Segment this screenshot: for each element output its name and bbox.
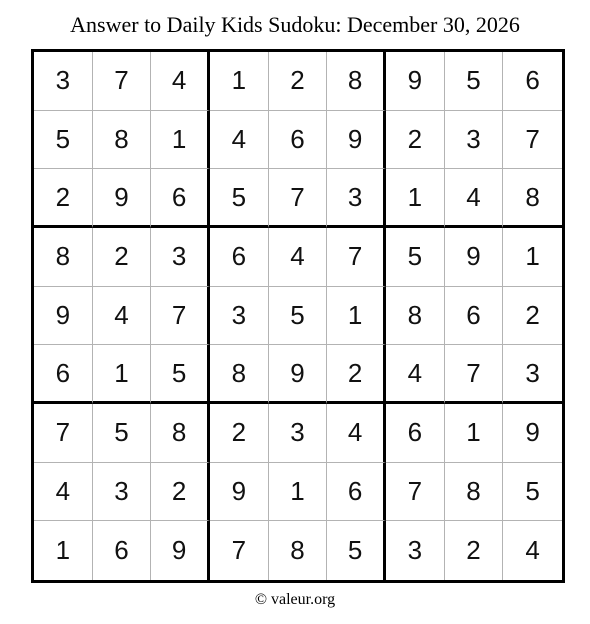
sudoku-cell-r7-c1: 7 (34, 404, 93, 463)
sudoku-cell-r4-c3: 3 (151, 228, 210, 287)
sudoku-cell-r5-c9: 2 (503, 287, 562, 346)
sudoku-cell-r2-c1: 5 (34, 111, 93, 170)
sudoku-cell-r3-c7: 1 (386, 169, 445, 228)
sudoku-cell-r2-c3: 1 (151, 111, 210, 170)
sudoku-cell-r3-c2: 9 (93, 169, 152, 228)
sudoku-cell-r4-c6: 7 (327, 228, 386, 287)
sudoku-cell-r5-c6: 1 (327, 287, 386, 346)
sudoku-cell-r4-c1: 8 (34, 228, 93, 287)
sudoku-cell-r1-c3: 4 (151, 52, 210, 111)
sudoku-cell-r7-c5: 3 (269, 404, 328, 463)
sudoku-cell-r1-c7: 9 (386, 52, 445, 111)
sudoku-cell-r3-c5: 7 (269, 169, 328, 228)
sudoku-cell-r1-c5: 2 (269, 52, 328, 111)
sudoku-cell-r8-c6: 6 (327, 463, 386, 522)
sudoku-cell-r9-c5: 8 (269, 521, 328, 580)
sudoku-cell-r9-c3: 9 (151, 521, 210, 580)
sudoku-cell-r6-c5: 9 (269, 345, 328, 404)
sudoku-cell-r2-c2: 8 (93, 111, 152, 170)
sudoku-cell-r6-c7: 4 (386, 345, 445, 404)
copyright-footer: © valeur.org (254, 591, 336, 608)
sudoku-cell-r5-c2: 4 (93, 287, 152, 346)
sudoku-cell-r1-c9: 6 (503, 52, 562, 111)
sudoku-cell-r7-c6: 4 (327, 404, 386, 463)
sudoku-cell-r3-c4: 5 (210, 169, 269, 228)
sudoku-cell-r2-c8: 3 (445, 111, 504, 170)
sudoku-cell-r7-c3: 8 (151, 404, 210, 463)
sudoku-cell-r4-c9: 1 (503, 228, 562, 287)
sudoku-cell-r1-c2: 7 (93, 52, 152, 111)
sudoku-cell-r6-c9: 3 (503, 345, 562, 404)
sudoku-cell-r5-c3: 7 (151, 287, 210, 346)
sudoku-cell-r7-c7: 6 (386, 404, 445, 463)
sudoku-cell-r9-c4: 7 (210, 521, 269, 580)
sudoku-cell-r8-c8: 8 (445, 463, 504, 522)
sudoku-cell-r6-c3: 5 (151, 345, 210, 404)
sudoku-cell-r5-c8: 6 (445, 287, 504, 346)
sudoku-cell-r8-c4: 9 (210, 463, 269, 522)
sudoku-cell-r7-c8: 1 (445, 404, 504, 463)
sudoku-cell-r3-c6: 3 (327, 169, 386, 228)
sudoku-cell-r4-c5: 4 (269, 228, 328, 287)
sudoku-cell-r8-c7: 7 (386, 463, 445, 522)
sudoku-cell-r8-c1: 4 (34, 463, 93, 522)
sudoku-cell-r9-c6: 5 (327, 521, 386, 580)
sudoku-cell-r4-c7: 5 (386, 228, 445, 287)
sudoku-cell-r6-c2: 1 (93, 345, 152, 404)
sudoku-cell-r4-c2: 2 (93, 228, 152, 287)
sudoku-cell-r7-c9: 9 (503, 404, 562, 463)
sudoku-cell-r6-c1: 6 (34, 345, 93, 404)
sudoku-cell-r8-c2: 3 (93, 463, 152, 522)
sudoku-cell-r9-c2: 6 (93, 521, 152, 580)
sudoku-cell-r2-c9: 7 (503, 111, 562, 170)
sudoku-cell-r7-c4: 2 (210, 404, 269, 463)
sudoku-cell-r1-c6: 8 (327, 52, 386, 111)
page-title: Answer to Daily Kids Sudoku: December 30, 2026 (70, 12, 520, 37)
sudoku-cell-r6-c6: 2 (327, 345, 386, 404)
sudoku-cell-r1-c1: 3 (34, 52, 93, 111)
sudoku-cell-r1-c8: 5 (445, 52, 504, 111)
sudoku-cell-r3-c8: 4 (445, 169, 504, 228)
sudoku-cell-r2-c6: 9 (327, 111, 386, 170)
sudoku-cell-r3-c3: 6 (151, 169, 210, 228)
sudoku-cell-r3-c1: 2 (34, 169, 93, 228)
sudoku-cell-r6-c8: 7 (445, 345, 504, 404)
sudoku-cell-r4-c4: 6 (210, 228, 269, 287)
sudoku-cell-r2-c5: 6 (269, 111, 328, 170)
sudoku-cell-r5-c5: 5 (269, 287, 328, 346)
sudoku-cell-r8-c5: 1 (269, 463, 328, 522)
sudoku-cell-r9-c9: 4 (525, 535, 540, 566)
sudoku-cell-r9-c1: 1 (34, 521, 93, 580)
sudoku-cell-r4-c8: 9 (445, 228, 504, 287)
sudoku-cell-r5-c7: 8 (386, 287, 445, 346)
sudoku-cell-r2-c4: 4 (210, 111, 269, 170)
sudoku-cell-r8-c3: 2 (151, 463, 210, 522)
sudoku-cell-r2-c7: 2 (386, 111, 445, 170)
sudoku-board (31, 49, 565, 583)
sudoku-cell-r5-c1: 9 (34, 287, 93, 346)
sudoku-cell-r9-c7: 3 (386, 521, 445, 580)
sudoku-cell-r7-c2: 5 (93, 404, 152, 463)
sudoku-cell-r3-c9: 8 (503, 169, 562, 228)
sudoku-cell-r5-c4: 3 (210, 287, 269, 346)
sudoku-cell-r9-c8: 2 (445, 521, 504, 580)
sudoku-cell-r1-c4: 1 (210, 52, 269, 111)
sudoku-cell-r6-c4: 8 (210, 345, 269, 404)
sudoku-cell-r8-c9: 5 (503, 463, 562, 522)
